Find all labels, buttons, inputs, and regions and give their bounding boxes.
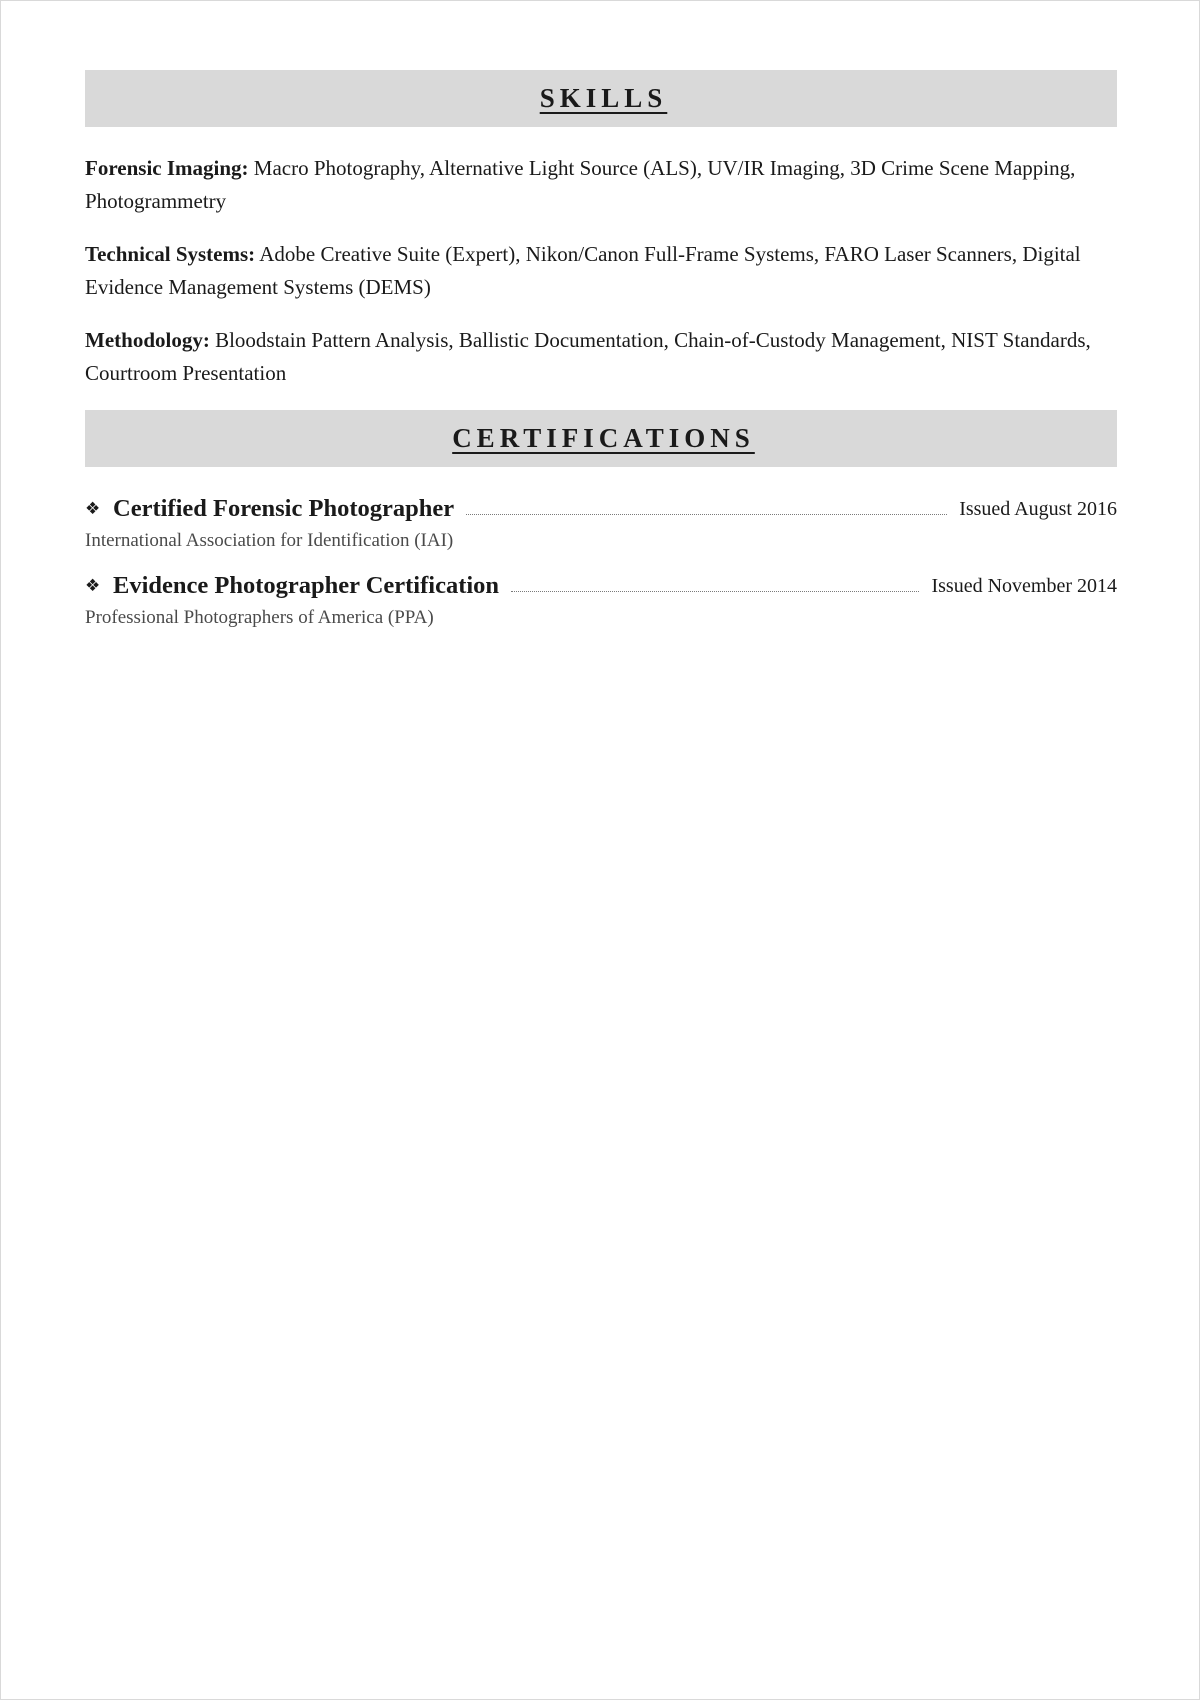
certification-row (85, 491, 1117, 527)
skills-section-header (85, 70, 1117, 127)
certification-row (85, 568, 1117, 604)
skill-label: Methodology: (85, 328, 210, 352)
certification-name: Certified Forensic Photographer (113, 495, 455, 522)
skill-text: Bloodstain Pattern Analysis, Ballistic Documentation, Chain-of-Custody Management, NIST Standards, Courtroom Presentation (85, 328, 1091, 385)
dotted-leader (466, 514, 947, 515)
skills-section-title: SKILLS (539, 83, 668, 113)
certification-date: Issued August 2016 (959, 497, 1117, 520)
certification-name: Evidence Photographer Certification (113, 572, 500, 599)
diamond-bullet-icon: ❖ (85, 499, 101, 519)
skill-item-forensic-imaging (85, 152, 1117, 218)
certification-date: Issued November 2014 (931, 574, 1117, 597)
certifications-section-header (85, 410, 1117, 467)
skill-item-technical-systems (85, 238, 1117, 304)
page-content (85, 70, 1117, 645)
skill-text: Adobe Creative Suite (Expert), Nikon/Canon Full-Frame Systems, FARO Laser Scanners, Digital Evidence Management Systems (DEMS) (85, 242, 1081, 299)
diamond-bullet-icon: ❖ (85, 576, 101, 596)
skill-label: Forensic Imaging: (85, 156, 249, 180)
dotted-leader (511, 591, 919, 592)
skill-text: Macro Photography, Alternative Light Source (ALS), UV/IR Imaging, 3D Crime Scene Mapping, Photogrammetry (85, 156, 1076, 213)
skills-list (85, 152, 1117, 390)
certifications-section-title: CERTIFICATIONS (452, 423, 755, 453)
certification-item (85, 491, 1117, 555)
certification-item (85, 568, 1117, 632)
certifications-list (85, 491, 1117, 632)
skill-item-methodology (85, 324, 1117, 390)
skill-label: Technical Systems: (85, 242, 256, 266)
certification-issuer: International Association for Identification (IAI) (85, 530, 454, 551)
certification-issuer: Professional Photographers of America (PPA) (85, 607, 434, 628)
